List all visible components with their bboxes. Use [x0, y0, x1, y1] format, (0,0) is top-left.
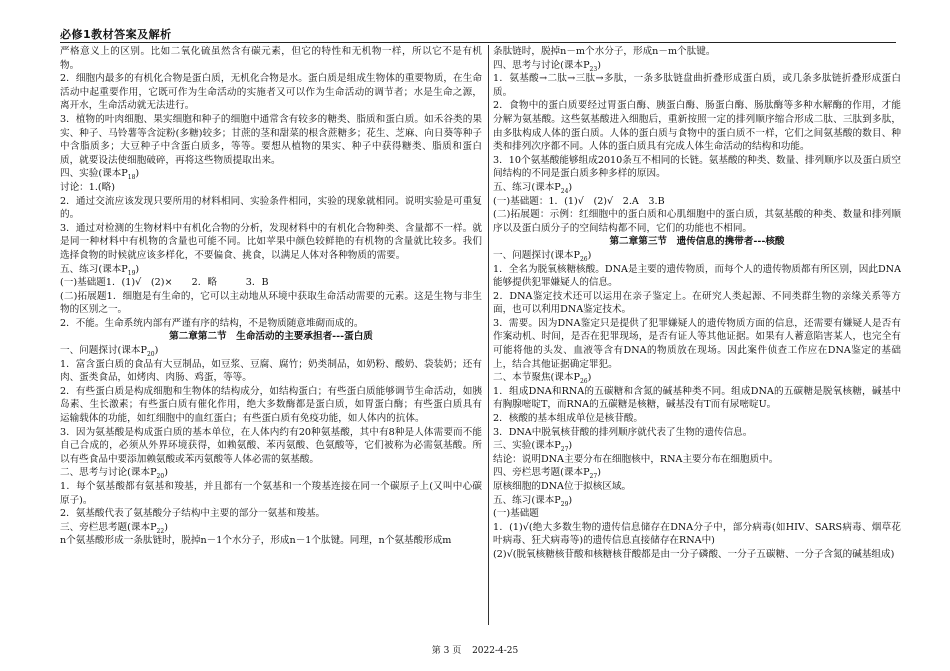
- paragraph-text: 条肽链时，脱掉n－m个水分子，形成n－m个肽键。: [493, 46, 716, 57]
- paragraph-text: 一、问题探讨(课本P: [60, 345, 147, 357]
- page-ref-number: 20: [146, 350, 155, 358]
- paragraph: [493, 466, 901, 480]
- paragraph-text: 2．通过交流应该发现只要所用的材料相同、实验条件相同，实验的现象就相同。说明实验是可重复的。: [60, 195, 482, 221]
- paragraph-text: 1．富含蛋白质的食品有大豆制品，如豆浆、豆腐、腐竹；奶类制品，如奶粉、酸奶、袋装奶；还有肉、蛋类食品，如烤肉、肉肠、鸡蛋，等等。: [60, 358, 482, 384]
- paragraph-text: 1．每个氨基酸都有氨基和羧基，并且都有一个氨基和一个羧基连接在同一个碳原子上(又叫中心碳原子)。: [60, 481, 482, 506]
- paragraph: [493, 480, 901, 494]
- paragraph-text: (一)基础题1．(1)√ (2)× 2．略 3．B: [60, 277, 269, 289]
- paragraph: [60, 222, 482, 263]
- paragraph-text: 二、思考与讨论(课本P: [60, 467, 157, 479]
- paragraph-text: 3．通过对检测的生物材料中有机化合物的分析，发现材料中的有机化合物种类、含量都不一样。就是同一种材料中有机物的含量也可能不同。比如苹果中颜色较鲜艳的有机物的含量就比较多。我们选择食物的时候就应该多样化，不要偏食、挑食，以满足人体对各种物质的需要。: [60, 222, 482, 261]
- paragraph-text: 2．有些蛋白质是构成细胞和生物体的结构成分，如结构蛋白；有些蛋白质能够调节生命活动，如胰岛素、生长激素；有些蛋白质有催化作用，绝大多数酶都是蛋白质，如胃蛋白酶；有些蛋白质具有运输载体的功能，如红细胞中的血红蛋白；有些蛋白质有免疫功能，如人体内的抗体。: [60, 385, 482, 425]
- paragraph: [493, 412, 901, 426]
- page-ref-number: 27: [589, 473, 598, 481]
- paragraph-text: (二)拓展题：示例：红细胞中的蛋白质和心肌细胞中的蛋白质，其氨基酸的种类、数量和排列顺序以及蛋白质分子的空间结构都不同，它们的功能也不相同。: [493, 209, 901, 234]
- page-ref-number: 22: [156, 527, 165, 535]
- paragraph: [493, 507, 901, 521]
- paragraph-text: 1．全名为脱氧核糖核酸。DNA是主要的遗传物质，而每个人的遗传物质都有所区别，因此DNA能够提供犯罪嫌疑人的信息。: [493, 263, 901, 289]
- paragraph-text: 2．细胞内最多的有机化合物是蛋白质，无机化合物是水。蛋白质是组成生物体的重要物质，在生命活动中起重要作用，它既可作为生命活动的实施者又可以作为生命活动的调节者；水是生命之源，离开水，生命活动就无法进行。: [60, 73, 482, 112]
- page-ref-number: 20: [156, 473, 165, 481]
- paragraph: [493, 426, 901, 440]
- paragraph: [60, 466, 482, 480]
- paragraph-text: 五、练习(课本P: [60, 263, 128, 275]
- paragraph-suffix: ): [597, 467, 601, 479]
- paragraph: [60, 181, 482, 195]
- page-ref-number: 29: [560, 500, 569, 508]
- paragraph: [493, 154, 901, 181]
- paragraph-suffix: ): [587, 372, 592, 384]
- paragraph-suffix: ): [587, 249, 592, 261]
- paragraph-text: (一)基础题: [493, 508, 539, 520]
- paragraph-text: 2．氨基酸代表了氨基酸分子结构中主要的部分一氨基和羧基。: [60, 508, 326, 520]
- page-ref-number: 26: [579, 378, 588, 386]
- page-ref-number: 26: [579, 255, 588, 263]
- paragraph: [493, 494, 901, 508]
- paragraph-text: 2．不能。生命系统内部有严谨有序的结构，不是物质随意堆砌而成的。: [60, 317, 364, 329]
- paragraph-suffix: ): [568, 440, 573, 452]
- paragraph: [493, 99, 901, 153]
- paragraph: [60, 45, 482, 72]
- left-column: [60, 45, 482, 625]
- paragraph-text: 2．DNA鉴定技术还可以运用在亲子鉴定上。在研究人类起源、不同类群生物的亲缘关系等方面，也可以利用DNA鉴定技术。: [493, 290, 901, 316]
- page-header: [60, 26, 896, 43]
- paragraph: [60, 195, 482, 222]
- paragraph-text: 结论：说明DNA主要分布在细胞核中，RNA主要分布在细胞质中。: [493, 453, 779, 465]
- page-footer: [0, 643, 950, 656]
- paragraph-text: 3．DNA中脱氧核苷酸的排列顺序就代表了生物的遗传信息。: [493, 426, 753, 438]
- page-number: 第 3 页: [431, 646, 462, 656]
- paragraph: [493, 290, 901, 317]
- paragraph: [493, 249, 901, 263]
- paragraph-suffix: ): [164, 521, 168, 533]
- paragraph-text: 讨论：1.(略): [60, 181, 116, 193]
- paragraph: [493, 263, 901, 290]
- paragraph-suffix: ): [164, 467, 168, 479]
- page-ref-number: 23: [589, 65, 598, 73]
- page-ref-number: 19: [127, 269, 136, 277]
- paragraph: [60, 290, 482, 317]
- paragraph-text: 3．需要。因为DNA鉴定只是提供了犯罪嫌疑人的遗传物质方面的信息，还需要有嫌疑人是否有作案动机、时间，是否在犯罪现场，是否有证人等其他证据。如果有人蓄意陷害某人，也完全有可能将他的头发、血液等含有DNA的物质放在现场。因此案件侦查工作应在DNA鉴定的基础上，结合其他证据确定罪犯。: [493, 317, 901, 370]
- paragraph-suffix: ): [568, 181, 573, 193]
- paragraph-text: 四、实验(课本P: [60, 168, 128, 180]
- paragraph-text: 一、问题探讨(课本P: [493, 249, 580, 261]
- section-title: [60, 330, 482, 344]
- paragraph: [60, 534, 482, 548]
- paragraph: [493, 317, 901, 371]
- paragraph: [60, 521, 482, 535]
- paragraph-text: (2)√(脱氧核糖核苷酸和核糖核苷酸都是由一分子磷酸、一分子五碳糖、一分子含氮的碱基组成): [493, 548, 895, 560]
- paragraph-text: 1．(1)√(绝大多数生物的遗传信息储存在DNA分子中，部分病毒(如HIV、SARS病毒、烟草花叶病毒、狂犬病毒等)的遗传信息直接储存在RNA中): [493, 521, 901, 547]
- paragraph: [60, 263, 482, 277]
- paragraph-text: 3．10个氨基酸能够组成2010条互不相同的长链。氨基酸的种类、数量、排列顺序以及蛋白质空间结构的不同是蛋白质多种多样的原因。: [493, 154, 901, 180]
- paragraph-text: 第二章第二节 生命活动的主要承担者---蛋白质: [169, 331, 373, 343]
- paragraph-text: 2．核酸的基本组成单位是核苷酸。: [493, 413, 644, 425]
- right-column: [488, 45, 901, 625]
- paragraph-text: (二)拓展题1．细胞是有生命的，它可以主动地从环境中获取生命活动需要的元素。这是生物与非生物的区别之一。: [60, 290, 482, 316]
- paragraph: [493, 208, 901, 235]
- paragraph-text: 二、本节聚焦(课本P: [493, 372, 580, 384]
- paragraph: [60, 344, 482, 358]
- paragraph-text: 三、旁栏思考题(课本P: [60, 521, 157, 533]
- page-ref-number: 27: [560, 446, 569, 454]
- paragraph: [493, 59, 901, 73]
- paragraph: [60, 480, 482, 507]
- paragraph: [493, 521, 901, 548]
- paragraph-text: n个氨基酸形成一条肽链时，脱掉n－1个水分子，形成n－1个肽键。同理，n个氨基酸形成m: [60, 535, 452, 547]
- paragraph: [60, 167, 482, 181]
- paragraph-text: 3．因为氨基酸是构成蛋白质的基本单位，在人体内约有20种氨基酸，其中有8种是人体需要而不能自己合成的，必须从外界环境获得，如赖氨酸、苯丙氨酸、色氨酸等，它们被称为必需氨基酸。所以有些食品中要添加赖氨酸或苯丙氨酸等人体必需的氨基酸。: [60, 426, 482, 465]
- paragraph-text: 3．植物的叶肉细胞、果实细胞和种子的细胞中通常含有较多的糖类、脂质和蛋白质。如禾谷类的果实、种子、马铃薯等含淀粉(多糖)较多；甘蔗的茎和甜菜的根含蔗糖多；花生、芝麻、向日葵等种子中含脂质多；大豆种子中含蛋白质多，等等。要想从植物的果实、种子中获得糖类、脂质和蛋白质，就要设法使细胞破碎，再将这些物质提取出来。: [60, 113, 482, 166]
- paragraph-text: 五、练习(课本P: [493, 181, 561, 193]
- paragraph-text: 四、旁栏思考题(课本P: [493, 467, 590, 479]
- paragraph-suffix: ): [154, 345, 159, 357]
- paragraph: [493, 439, 901, 453]
- paragraph-text: 原核细胞的DNA位于拟核区域。: [493, 481, 632, 492]
- paragraph: [60, 276, 482, 290]
- paragraph: [60, 426, 482, 467]
- paragraph: [493, 453, 901, 467]
- paragraph: [493, 548, 901, 562]
- paragraph: [60, 317, 482, 331]
- paragraph-text: 三、实验(课本P: [493, 440, 561, 452]
- paragraph: [493, 195, 901, 209]
- paragraph: [493, 385, 901, 412]
- paragraph-text: 五、练习(课本P: [493, 494, 561, 506]
- paragraph: [493, 45, 901, 59]
- paragraph-text: (一)基础题：1．(1)√ (2)√ 2.A 3.B: [493, 195, 665, 207]
- page-date: 2022-4-25: [472, 646, 519, 656]
- paragraph-text: 1．组成DNA和RNA的五碳糖和含氮的碱基种类不同。组成DNA的五碳糖是脱氧核糖，碱基中有胸腺嘧啶T，而RNA的五碳糖是核糖，碱基没有T而有尿嘧啶U。: [493, 385, 901, 411]
- paragraph: [60, 385, 482, 426]
- paragraph: [493, 72, 901, 99]
- paragraph: [493, 371, 901, 385]
- paragraph-suffix: ): [135, 263, 140, 275]
- paragraph-text: 2．食物中的蛋白质要经过胃蛋白酶、胰蛋白酶、肠蛋白酶、肠肽酶等多种水解酶的作用，才能分解为氨基酸。这些氨基酸进入细胞后，重新按照一定的排列顺序缩合形成二肽、三肽到多肽，由多肽构成人体的蛋白质。人体的蛋白质与食物中的蛋白质不一样，它们之间氨基酸的数目、种类和排列次序都不同。人体的蛋白质具有完成人体生命活动的结构和功能。: [493, 100, 901, 153]
- paragraph-text: 四、思考与讨论(课本P: [493, 59, 590, 71]
- paragraph-suffix: ): [597, 59, 601, 71]
- paragraph-text: 第二章第三节 遗传信息的携带者---核酸: [609, 236, 785, 248]
- paragraph-suffix: ): [135, 168, 140, 180]
- paragraph-suffix: ): [568, 494, 573, 506]
- page-ref-number: 18: [127, 174, 136, 182]
- header-title: 必修1教材答案及解析: [60, 28, 172, 41]
- page-ref-number: 24: [560, 187, 569, 195]
- paragraph: [60, 507, 482, 521]
- paragraph-text: 严格意义上的区别。比如二氧化硫虽然含有碳元素，但它的特性和无机物一样，所以它不是有机物。: [60, 46, 482, 71]
- paragraph: [493, 181, 901, 195]
- section-title: [493, 235, 901, 249]
- paragraph: [60, 113, 482, 167]
- paragraph: [60, 358, 482, 385]
- paragraph: [60, 72, 482, 113]
- paragraph-text: 1．氨基酸→二肽→三肽→多肽，一条多肽链盘曲折叠形成蛋白质，或几条多肽链折叠形成蛋白质。: [493, 73, 901, 98]
